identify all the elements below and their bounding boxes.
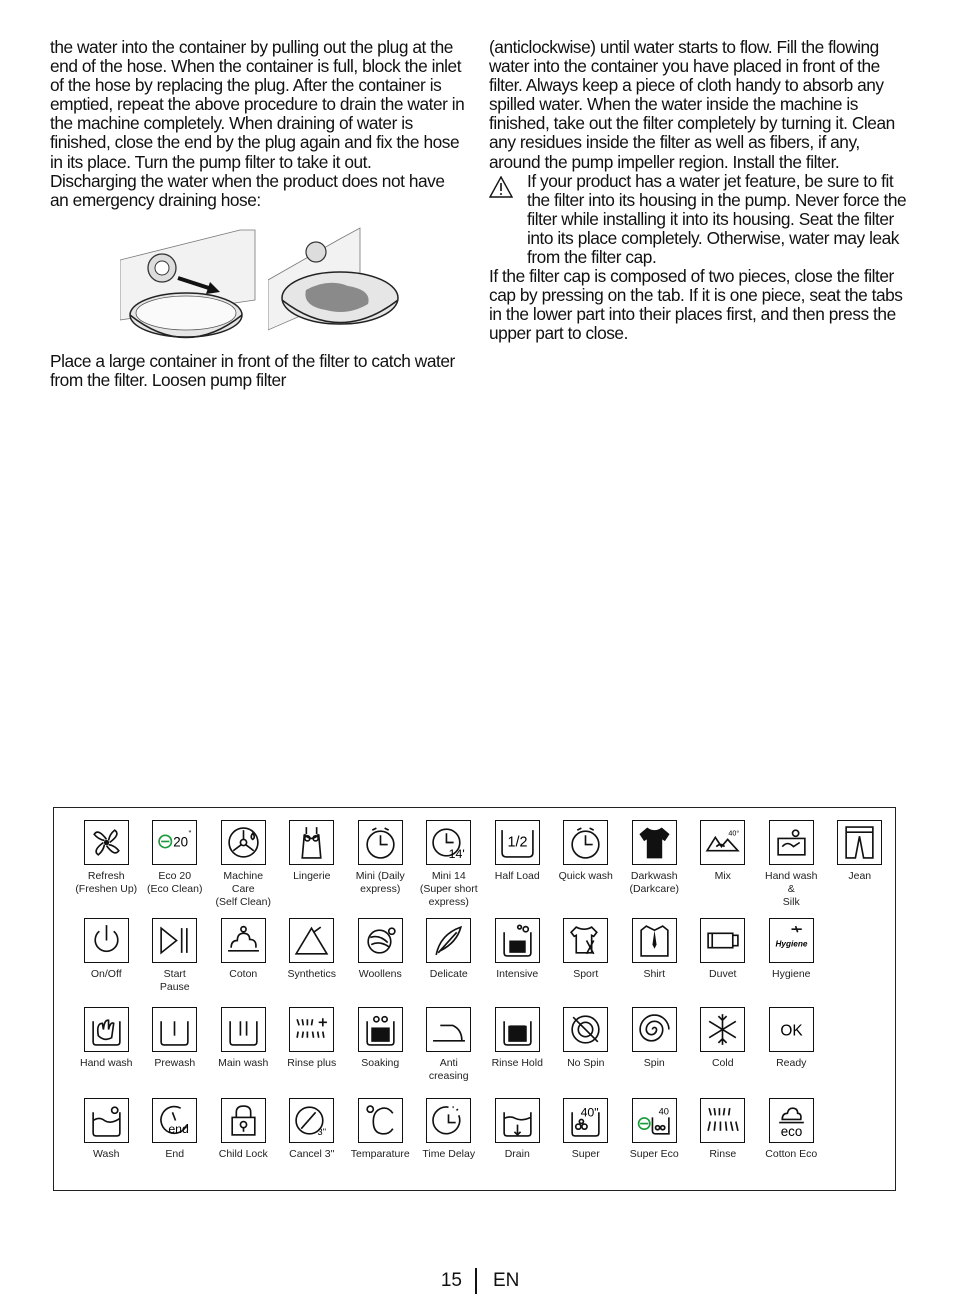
symbol-row <box>72 918 894 1008</box>
symbol-label: Eco 20 (Eco Clean) <box>147 870 203 895</box>
symbol-cell <box>620 1007 689 1097</box>
symbol-label: Rinse <box>709 1148 737 1160</box>
symbol-label: Cold <box>711 1057 734 1069</box>
symbol-icon-text: OK <box>780 1022 803 1040</box>
symbol-cell <box>689 918 758 1008</box>
symbol-cell <box>209 918 278 1008</box>
no-spin-icon <box>563 1007 608 1052</box>
symbol-cell <box>689 820 758 910</box>
warning-triangle-icon <box>489 176 513 198</box>
eco20-icon <box>152 820 197 865</box>
symbol-cell <box>552 1007 621 1097</box>
symbol-cell <box>141 1098 210 1188</box>
symbol-label: No Spin <box>567 1057 605 1069</box>
symbol-label: Mix <box>714 870 731 882</box>
intensive-icon <box>495 918 540 963</box>
iron-icon <box>426 1007 471 1052</box>
symbol-label: Mini (Daily express) <box>355 870 405 895</box>
symbol-label: Duvet <box>709 968 737 980</box>
symbol-label: Woollens <box>358 968 402 980</box>
symbol-cell <box>826 820 895 910</box>
symbol-cell <box>72 1098 141 1188</box>
page-footer <box>0 1270 954 1294</box>
symbol-cell <box>346 1007 415 1097</box>
wash-icon <box>84 1098 129 1143</box>
symbol-label: Sport <box>573 968 599 980</box>
symbol-label: Half Load <box>494 870 540 882</box>
symbol-label: Rinse plus <box>287 1057 337 1069</box>
symbol-cell <box>415 918 484 1008</box>
temperature-icon <box>358 1098 403 1143</box>
symbol-label: Shirt <box>643 968 666 980</box>
symbol-cell <box>278 820 347 910</box>
symbol-cell <box>72 1007 141 1097</box>
container-with-water-drawing <box>268 220 404 348</box>
right-paragraph-1: (anticlockwise) until water starts to flow. Fill the flowing water into the container you have placed in front of the filter. Always keep a piece of cloth handy to absorb any spilled water. When the water inside the machine is finished, take out the filter completely by turning it. Clean any residues inside the filter as well as fibers, if any, around the pump impeller region. Install the filter. <box>489 37 895 172</box>
clock-14-icon <box>426 820 471 865</box>
symbol-cell <box>209 1098 278 1188</box>
symbol-label: Hygiene <box>771 968 811 980</box>
mix-icon <box>700 820 745 865</box>
symbol-label: Soaking <box>361 1057 400 1069</box>
symbol-label: Ready <box>776 1057 807 1069</box>
symbol-label: Delicate <box>429 968 468 980</box>
rinse-icon <box>700 1098 745 1143</box>
symbol-cell <box>415 1098 484 1188</box>
symbol-label: Intensive <box>496 968 539 980</box>
spin-icon <box>632 1007 677 1052</box>
symbol-cell <box>483 1007 552 1097</box>
left-paragraph-1: the water into the container by pulling out the plug at the end of the hose. When the container is full, block the inlet of the hose by replacing the plug. After the container is emptied, repeat the above procedure to drain the water in the machine completely. When draining of water is finished, close the end by the plug again and fix the hose in its place. Turn the pump filter to take it out. <box>50 37 465 172</box>
symbol-cell <box>620 820 689 910</box>
power-icon <box>84 918 129 963</box>
symbols-table <box>53 807 896 1191</box>
symbol-label: Jean <box>848 870 872 882</box>
symbol-cell <box>483 918 552 1008</box>
symbol-cell <box>141 918 210 1008</box>
symbol-label: Wash <box>93 1148 120 1160</box>
snowflake-icon <box>700 1007 745 1052</box>
symbol-cell <box>141 820 210 910</box>
symbol-cell <box>483 1098 552 1188</box>
hygiene-icon <box>769 918 814 963</box>
symbol-label: Synthetics <box>287 968 336 980</box>
symbol-label: Lingerie <box>293 870 331 882</box>
wool-icon <box>358 918 403 963</box>
symbol-cell <box>757 1007 826 1097</box>
symbol-cell <box>346 918 415 1008</box>
symbol-label: Time Delay <box>422 1148 476 1160</box>
left-paragraph-3: Place a large container in front of the filter to catch water from the filter. Loosen pump filter <box>50 350 455 390</box>
drain-icon <box>495 1098 540 1143</box>
symbol-icon-text: 40 <box>658 1106 669 1117</box>
super-icon <box>563 1098 608 1143</box>
symbol-cell <box>483 820 552 910</box>
half-load-icon <box>495 820 540 865</box>
symbol-label: Machine Care (Self Clean) <box>215 870 271 908</box>
language-code: EN <box>493 1270 520 1291</box>
clock-icon <box>358 820 403 865</box>
symbol-cell <box>552 918 621 1008</box>
hand-wash-icon <box>84 1007 129 1052</box>
symbol-cell <box>620 918 689 1008</box>
symbol-cell <box>552 820 621 910</box>
symbol-cell <box>141 1007 210 1097</box>
ok-icon <box>769 1007 814 1052</box>
rinse-plus-icon <box>289 1007 334 1052</box>
symbol-icon-text: end <box>168 1121 190 1136</box>
left-text-column <box>50 38 465 390</box>
symbol-cell <box>278 1098 347 1188</box>
symbol-label: Main wash <box>218 1057 269 1069</box>
drain-illustration <box>120 220 465 348</box>
symbol-icon-text: 40° <box>728 828 740 838</box>
symbol-cell <box>415 820 484 910</box>
time-delay-icon <box>426 1098 471 1143</box>
right-text-column <box>489 38 909 344</box>
symbol-label: Rinse Hold <box>491 1057 543 1069</box>
footer-separator <box>475 1268 477 1294</box>
symbol-cell <box>346 1098 415 1188</box>
right-paragraph-2: If the filter cap is composed of two pieces, close the filter cap by pressing on the tab. If it is one piece, seat the tabs in the lower part into their places first, and then press the upper part to close. <box>489 266 903 344</box>
symbol-label: Cancel 3" <box>289 1148 335 1160</box>
rinse-hold-icon <box>495 1007 540 1052</box>
symbol-cell <box>415 1007 484 1097</box>
clock-icon <box>563 820 608 865</box>
super-eco-icon <box>632 1098 677 1143</box>
symbol-label: Cotton Eco <box>765 1148 818 1160</box>
cancel-3s-icon <box>289 1098 334 1143</box>
symbol-row <box>72 820 894 910</box>
symbol-label: Child Lock <box>218 1148 268 1160</box>
cotton-icon <box>221 918 266 963</box>
symbol-icon-text: Hygiene <box>775 939 808 949</box>
symbol-row <box>72 1007 894 1097</box>
jeans-icon <box>837 820 882 865</box>
symbol-cell <box>620 1098 689 1188</box>
symbol-row <box>72 1098 894 1188</box>
end-icon <box>152 1098 197 1143</box>
symbol-icon-text: 1/2 <box>507 834 528 851</box>
symbol-cell <box>757 1098 826 1188</box>
symbol-label: Start Pause <box>159 968 190 993</box>
symbol-label: On/Off <box>90 968 122 980</box>
symbol-label: Hand wash <box>79 1057 133 1069</box>
sport-icon <box>563 918 608 963</box>
symbol-label: Spin <box>643 1057 665 1069</box>
symbol-label: Hand wash & Silk <box>764 870 818 908</box>
symbol-cell <box>552 1098 621 1188</box>
symbol-cell <box>757 918 826 1008</box>
duvet-icon <box>700 918 745 963</box>
symbol-label: Darkwash (Darkcare) <box>629 870 680 895</box>
page-number: 15 <box>440 1270 462 1291</box>
feather-icon <box>426 918 471 963</box>
warning-text: If your product has a water jet feature, be sure to fit the filter into its housing in the pump. Never force the filter while installing it into its housing. Seat the filter into its place completely. Otherwise, water may leak from the filter cap. <box>527 170 907 268</box>
symbol-cell <box>72 918 141 1008</box>
symbol-cell <box>209 1007 278 1097</box>
symbol-label: Prewash <box>154 1057 196 1069</box>
symbol-icon-text: 3" <box>317 1126 327 1137</box>
symbol-cell <box>209 820 278 910</box>
symbol-label: Mini 14 (Super short express) <box>419 870 478 908</box>
symbol-cell <box>72 820 141 910</box>
symbol-cell <box>346 820 415 910</box>
symbol-cell <box>689 1098 758 1188</box>
warning-note <box>489 172 909 267</box>
synthetics-icon <box>289 918 334 963</box>
lingerie-icon <box>289 820 334 865</box>
symbol-cell <box>278 918 347 1008</box>
fan-icon <box>84 820 129 865</box>
left-paragraph-2: Discharging the water when the product does not have an emergency draining hose: <box>50 170 445 210</box>
symbol-icon-sup: " <box>188 829 192 839</box>
symbol-cell <box>278 1007 347 1097</box>
symbol-icon-text: 14' <box>448 846 466 861</box>
shirt-icon <box>632 918 677 963</box>
symbol-label: Quick wash <box>558 870 613 882</box>
cotton-eco-icon <box>769 1098 814 1143</box>
symbol-icon-text: 20 <box>173 834 189 850</box>
symbol-label: Coton <box>229 968 258 980</box>
symbol-label: Temparature <box>350 1148 410 1160</box>
prewash-icon <box>152 1007 197 1052</box>
symbol-label: Anti creasing <box>428 1057 469 1082</box>
symbol-cell <box>689 1007 758 1097</box>
symbol-label: Super <box>571 1148 600 1160</box>
start-pause-icon <box>152 918 197 963</box>
symbol-label: End <box>165 1148 185 1160</box>
symbol-cell <box>757 820 826 910</box>
tshirt-dark-icon <box>632 820 677 865</box>
machine-care-icon <box>221 820 266 865</box>
lock-icon <box>221 1098 266 1143</box>
symbol-label: Drain <box>504 1148 530 1160</box>
symbol-label: Refresh (Freshen Up) <box>75 870 138 895</box>
filter-drain-drawing <box>120 220 256 348</box>
symbol-label: Super Eco <box>629 1148 679 1160</box>
hand-wash-silk-icon <box>769 820 814 865</box>
symbol-icon-text: eco <box>780 1123 803 1139</box>
symbol-icon-text: 40" <box>580 1105 599 1120</box>
main-wash-icon <box>221 1007 266 1052</box>
soaking-icon <box>358 1007 403 1052</box>
